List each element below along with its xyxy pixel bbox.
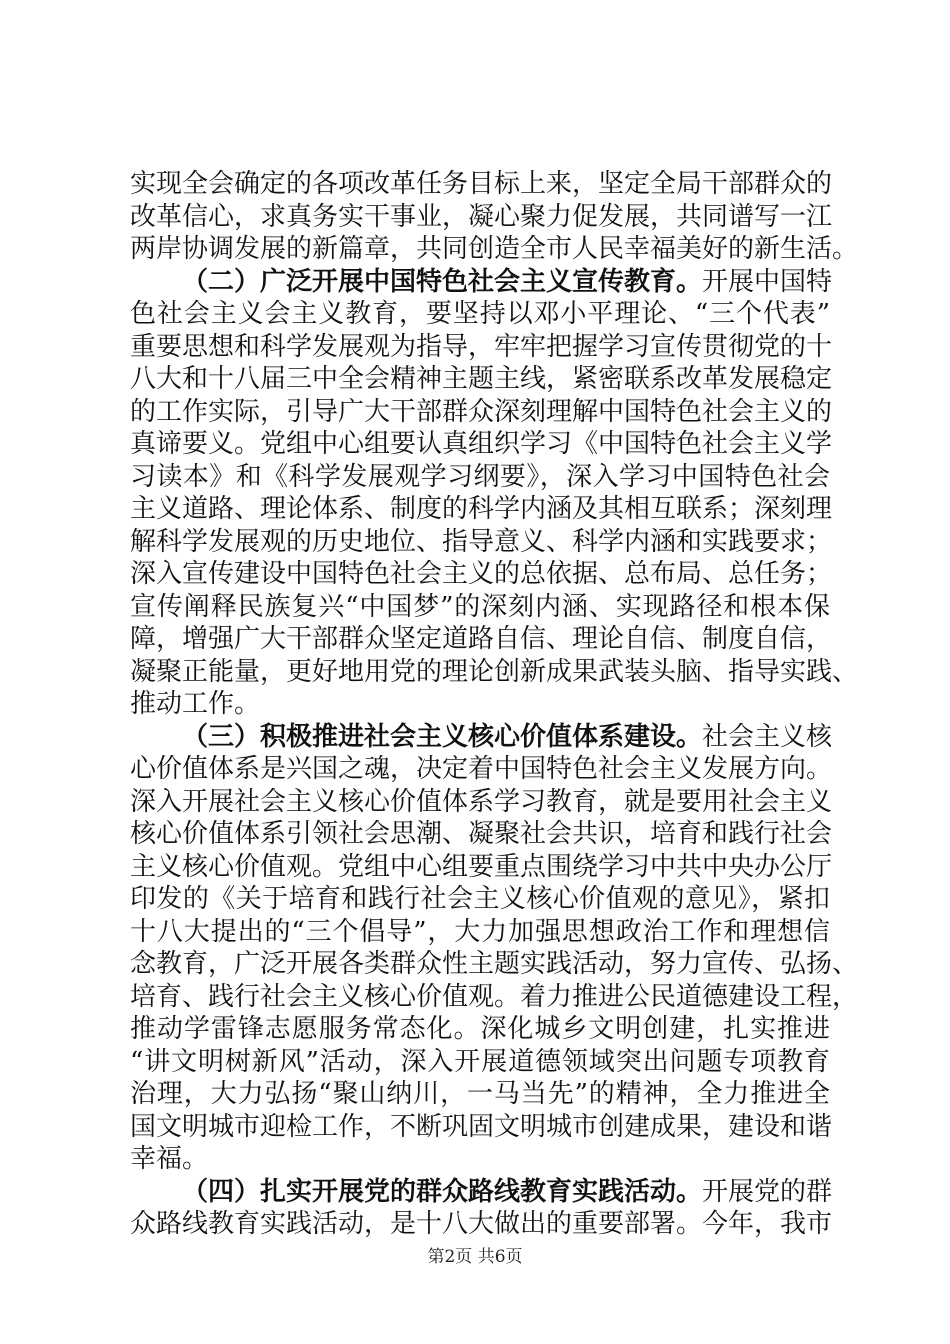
text-line: 治理，大力弘扬“聚山纳川，一马当先”的精神，全力推进全 (130, 1079, 830, 1109)
text-line: 凝聚正能量，更好地用党的理论创新成果武装头脑、指导实践、 (130, 656, 859, 687)
text-line: 习读本》和《科学发展观学习纲要》，深入学习中国特色社会 (130, 461, 830, 492)
text-line: 色社会主义会主义教育，要坚持以邓小平理论、“三个代表” (130, 299, 830, 329)
text-line: 推动学雷锋志愿服务常态化。深化城乡文明创建，扎实推进 (130, 1014, 830, 1044)
section-first-line (130, 721, 833, 754)
section-heading-4: （四）扎实开展党的群众路线教育实践活动。 (182, 1176, 703, 1207)
section-text: 社会主义核 (702, 721, 833, 752)
page-number-footer: 第2页 共6页 (427, 1247, 523, 1267)
text-line: 真谛要义。党组中心组要认真组织学习《中国特色社会主义学 (130, 429, 833, 459)
text-line: 解科学发展观的历史地位、指导意义、科学内涵和实践要求； (130, 526, 833, 557)
section-first-line (130, 266, 833, 299)
section-heading-2: （二）广泛开展中国特色社会主义宣传教育。 (182, 266, 703, 297)
text-line: 培育、践行社会主义核心价值观。着力推进公民道德建设工程， (130, 981, 859, 1012)
text-line: 障，增强广大干部群众坚定道路自信、理论自信、制度自信， (130, 624, 833, 654)
text-line: 推动工作。 (130, 689, 261, 719)
text-line: “讲文明树新风”活动，深入开展道德领域突出问题专项教育 (130, 1046, 830, 1077)
section-text: 开展党的群 (702, 1176, 833, 1207)
section-text: 开展中国特 (702, 266, 833, 297)
text-line: 的工作实际，引导广大干部群众深刻理解中国特色社会主义的 (130, 396, 833, 427)
text-line: 深入宣传建设中国特色社会主义的总依据、总布局、总任务； (130, 559, 833, 589)
text-line: 八大和十八届三中全会精神主题主线，紧密联系改革发展稳定 (130, 364, 833, 394)
text-line: 国文明城市迎检工作，不断巩固文明城市创建成果，建设和谐 (130, 1111, 833, 1142)
section-heading-3: （三）积极推进社会主义核心价值体系建设。 (182, 721, 703, 752)
text-line: 深入开展社会主义核心价值体系学习教育，就是要用社会主义 (130, 786, 833, 817)
text-line: 两岸协调发展的新篇章，共同创造全市人民幸福美好的新生活。 (130, 234, 859, 264)
text-line: 幸福。 (130, 1144, 209, 1174)
text-line: 主义核心价值观。党组中心组要重点围绕学习中共中央办公厅 (130, 851, 833, 882)
text-line: 印发的《关于培育和践行社会主义核心价值观的意见》，紧扣 (130, 884, 830, 914)
text-line: 十八大提出的“三个倡导”，大力加强思想政治工作和理想信 (130, 916, 830, 947)
section-first-line (130, 1176, 833, 1209)
text-line: 念教育，广泛开展各类群众性主题实践活动，努力宣传、弘扬、 (130, 949, 859, 979)
text-line: 众路线教育实践活动，是十八大做出的重要部署。今年，我市 (130, 1209, 833, 1239)
text-line: 实现全会确定的各项改革任务目标上来，坚定全局干部群众的 (130, 169, 833, 199)
text-line: 核心价值体系引领社会思潮、凝聚社会共识，培育和践行社会 (130, 819, 833, 849)
text-line: 重要思想和科学发展观为指导，牢牢把握学习宣传贯彻党的十 (130, 331, 833, 362)
text-line: 主义道路、理论体系、制度的科学内涵及其相互联系；深刻理 (130, 494, 833, 524)
text-line: 宣传阐释民族复兴“中国梦”的深刻内涵、实现路径和根本保 (130, 591, 830, 622)
text-line: 改革信心，求真务实干事业，凝心聚力促发展，共同谱写一江 (130, 201, 833, 232)
text-line: 心价值体系是兴国之魂，决定着中国特色社会主义发展方向。 (130, 754, 833, 784)
document-body (130, 168, 859, 1241)
